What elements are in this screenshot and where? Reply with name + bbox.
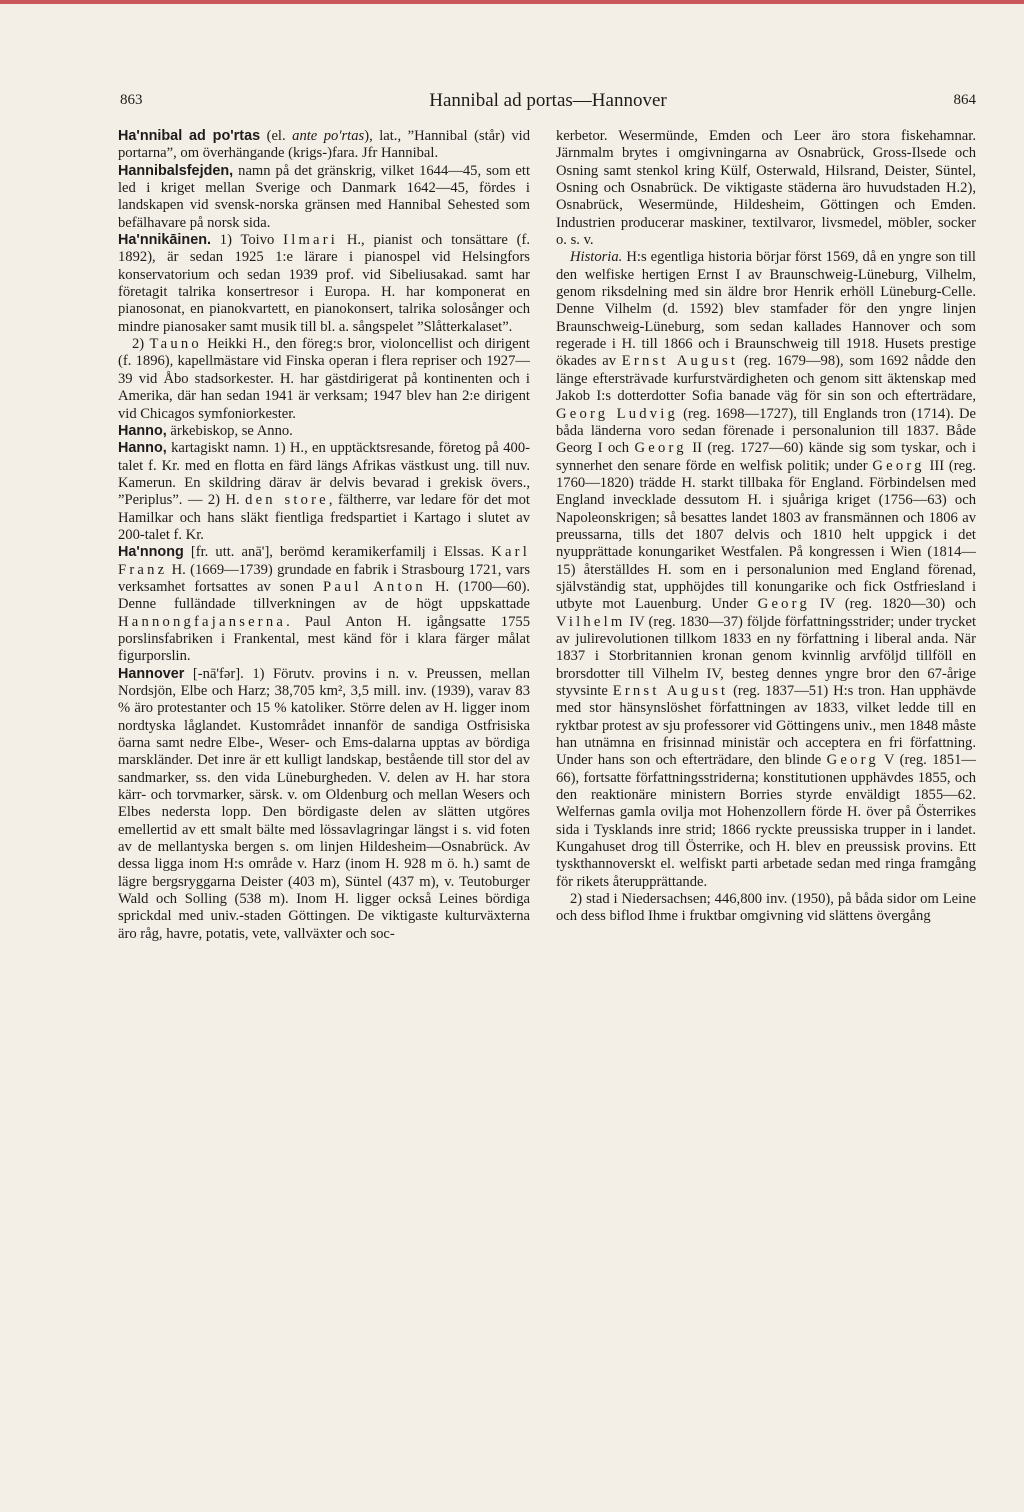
hannover-continued: kerbetor. Wesermünde, Emden och Leer äro stora fiskehamnar. Järnmalm brytes i omgivningarna av Osnabrück, Gross-Ilsede och Osning samt stenkol kring Külf, Osterwald, Hilsrand, Deister, Süntel, Osning och Osnabrück. De viktigaste städerna äro huvudstaden H.2), Osnabrück, Wesermünde, Hildesheim, Göttingen och Emden. Industrien producerar maskiner, textilvaror, livsmedel, möbler, socker o. s. v.	[556, 128, 976, 249]
running-title: Hannibal ad portas—Hannover	[429, 90, 667, 111]
headword: Ha'nnong	[118, 544, 184, 561]
entry-hannover: Hannover [-nā'fər]. 1) Förutv. provins i n. v. Preussen, mellan Nordsjön, Elbe och Harz; 38,705 km², 3,5 mill. inv. (1939), varav 83 % äro protestanter och 15 % katoliker. Större delen av H. ligger inom nordtyska låglandet. Kustområdet innanför de sandiga Ostfrisiska öarna samt nedre Elbe-, Weser- och Ems-dalarna upptas av bördiga marskländer. Det inre är ett kulligt landskap, bestående till stor del av sandmarker, ss. den vida Lüneburgheden. V. delen av H. har stora kärr- och torvmarker, särsk. v. om Oldenburg och mellan Wesers och Elbes nedersta lopp. Den bördigaste delen av slätten utgöres emellertid av ett smalt bälte med lössavlagringar längst i s. vid foten av de mellantyska bergen s. om linjen Hildesheim—Osnabrück. Av dessa ligga inom H:s område v. Harz (inom H. 928 m ö. h.) samt de lägre bergsryggarna Deister (403 m), Süntel (437 m), v. Teutoburger Wald och Solling (538 m). Inom H. ligger också Leines bördiga sprickdal med univ.-staden Göttingen. De viktigaste kulturväxterna äro råg, havre, potatis, vete, vallväxter och soc-	[118, 665, 530, 942]
hannover-history: Historia. H:s egentliga historia börjar först 1569, då en yngre son till den welfiske hertigen Ernst I av Braunschweig-Lüneburg, Vilhelm, genom riksdelning med sin äldre bror Henrik erhöll Lüneburg-Celle. Denne Vilhelm (d. 1592) blev stamfader för den yngre linjen Braunschweig-Lüneburg, som sedan kallades Hannover och som regerade i H. till 1866 och i Braunschweig till 1918. Husets prestige ökades av Ernst August (reg. 1679—98), som 1692 nådde den länge eftersträvade kurfurstvärdigheten och genom sitt äktenskap med Jakob I:s dotterdotter Sofia banade väg för sin son och efterträdare, Georg Ludvig (reg. 1698—1727), till Englands tron (1714). De båda länderna voro sedan förenade i personalunion till 1837. Både Georg I och Georg II (reg. 1727—60) kände sig som tyskar, och i synnerhet den senare förde en welfisk politik; under Georg III (reg. 1760—1820) trädde H. starkt tillbaka för England. Förbindelsen med England invecklade dessutom H. i sjuåriga kriget (1756—63) och Napoleonskrigen; så besattes landet 1803 av fransmännen och 1806 av preussarna, tills det 1807 delvis och 1810 helt uppgick i det nyupprättade konungariket Westfalen. På kongressen i Wien (1814—15) återställdes H. som en i personalunion med England förenad, självständig stat, upphöjdes till konungarike och fick Ostfriesland i utbyte mot Lauenburg. Under Georg IV (reg. 1820—30) och Vilhelm IV (reg. 1830—37) följde författningsstrider; under trycket av julirevolutionen tillkom 1833 en ny författning i liberal anda. När 1837 i Storbritannien kronan genom kvinnlig arvföljd tillföll en brorsdotter till Vilhelm IV, besteg dennes yngre bror den 67-årige styvsinte Ernst August (reg. 1837—51) H:s tron. Han upphävde med stor hänsynslöshet författningen av 1833, vilket ledde till en ryktbar protest av sju professorer vid Göttingens univ., men 1848 måste han utnämna en frisinnad ministär och acceptera en fri författning. Under hans son och efterträdare, den blinde Georg V (reg. 1851—66), fortsatte författningsstriderna; konstitutionen upphävdes 1855, och den reaktionäre ministern Borries styrde enväldigt 1855—62. Welfernas gamla ovilja mot Hohenzollern förde H. över på Österrikes sida i Tysklands inre strid; 1866 ryckte preussiska trupper in i landet. Kungahuset drog till Österrike, och H. blev en preussisk provins. Ett tyskthannoverskt el. welfiskt parti arbetade sedan med ringa framgång för rikets återupprättande.	[556, 249, 977, 890]
entry-hannong: Ha'nnong [fr. utt. anā'], berömd keramikerfamilj i Elssas. Karl Franz H. (1669—1739) grundade en fabrik i Strasbourg 1721, vars verksamhet fortsattes av sonen Paul Anton H. (1700—60). Denne fulländade tillverkningen av de högt uppskattade Hannongfajanserna. Paul Anton H. igångsatte 1755 porslinsfabriken i Frankental, mest känd för i klara färger målat figurporslin.	[118, 544, 530, 665]
page-number-left: 863	[120, 92, 143, 108]
section-label-historia: Historia.	[570, 249, 623, 266]
page-header	[120, 90, 976, 116]
headword: Ha'nnibal ad po'rtas	[118, 128, 261, 144]
headword: Hannover	[118, 665, 185, 682]
headword: Ha'nnikāinen.	[118, 232, 211, 249]
entry-hannibalsfejden: Hannibalsfejden, namn på det gränskrig, vilket 1644—45, som ett led i kriget mellan Sverige och Danmark 1642—45, fördes i landskapen vid svensk-norska gränsen med Hannibal Sehested som befälhavare på norsk sida.	[118, 162, 530, 231]
headword: Hanno,	[118, 440, 167, 457]
headword: Hannibalsfejden,	[118, 162, 234, 179]
right-column	[556, 128, 976, 926]
top-red-rule	[0, 0, 1024, 4]
entry-hannibal-ad-portas: Ha'nnibal ad po'rtas (el. ante po'rtas), lat., ”Hannibal (står) vid portarna”, om överhängande (krigs-)fara. Jfr Hannibal.	[118, 128, 531, 162]
entry-hanno-carthaginian: Hanno, kartagiskt namn. 1) H., en upptäcktsresande, företog på 400-talet f. Kr. med en flotta en färd längs Afrikas västkust ung. till nuv. Kamerun. En skildring därav är delvis bevarad i grekisk övers., ”Periplus”. — 2) H. den store, fältherre, var ledare för det mot Hamilkar och hans släkt fientliga fredspartiet i Kartago i slutet av 200-talet f. Kr.	[118, 440, 530, 543]
entry-hannikainen-2: 2) Tauno Heikki H., den föreg:s bror, violoncellist och dirigent (f. 1896), kapellmästare vid Finska operan i flera repriser och 1927—39 vid Åbo stadsorkester. H. har gästdirigerat på kontinenten och i Amerika, där han sedan 1941 är verksam; 1947 blev han 2:e dirigent vid Chicagos symfoniorkester.	[118, 336, 530, 422]
page-number-right: 864	[953, 92, 976, 108]
hannover-city: 2) stad i Niedersachsen; 446,800 inv. (1950), på båda sidor om Leine och dess biflod Ihme i fruktbar omgivning vid slättens övergång	[556, 891, 976, 925]
headword: Hanno,	[118, 422, 167, 439]
left-column	[118, 128, 530, 943]
entry-hanno-archbishop: Hanno, ärkebiskop, se Anno.	[118, 422, 293, 439]
entry-hannikainen: Ha'nnikāinen. 1) Toivo Ilmari H., pianist och tonsättare (f. 1892), är sedan 1925 1:e lärare i pianospel vid Helsingfors konservatorium och sedan 1939 prof. vid Sibeliusakad. samt har företagit talrika konsertresor i Europa. H. har komponerat en pianosonat, en pianokvartett, en pianokonsert, talrika solosånger och mindre pianosaker samt musik till bl. a. sångspelet ”Slåtterkalaset”.	[118, 232, 530, 335]
